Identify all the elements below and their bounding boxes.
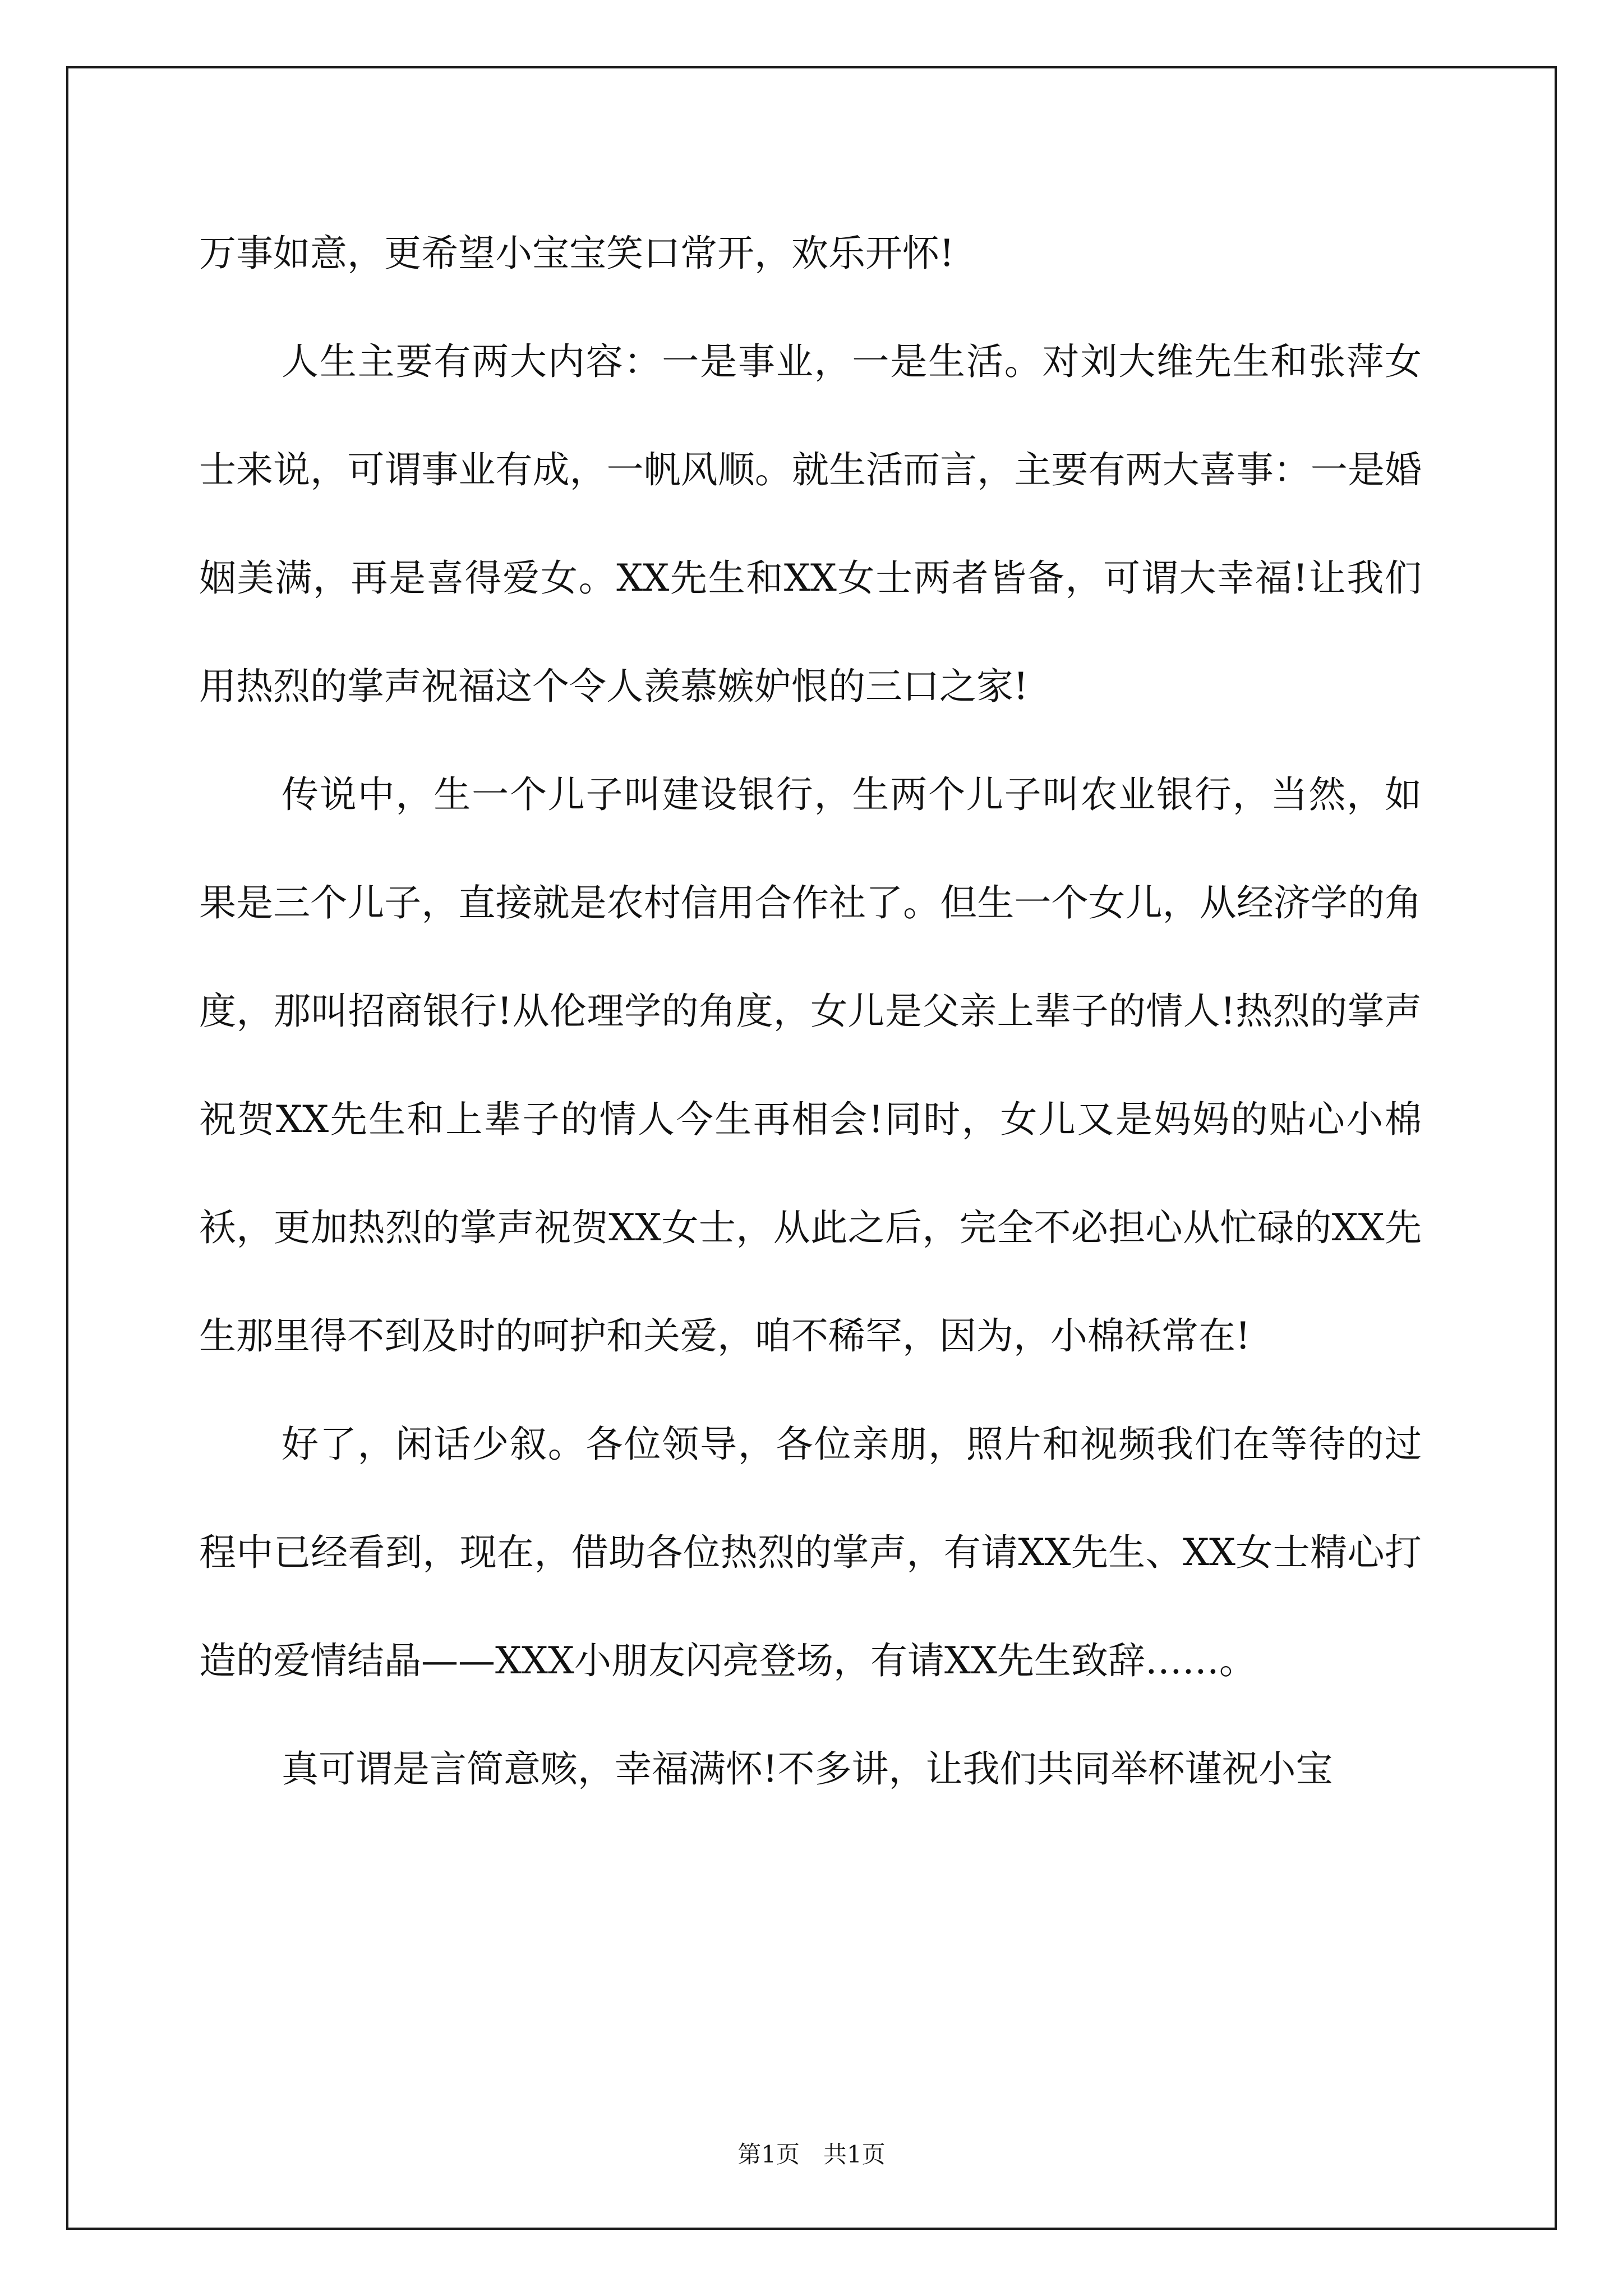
page-footer: 第1页 共1页 [737, 2141, 886, 2168]
paragraph-2: 人生主要有两大内容：一是事业，一是生活。对刘大维先生和张萍女士来说，可谓事业有成，一帆风顺。就生活而言，主要有两大喜事：一是婚姻美满，再是喜得爱女。XX先生和XX女士两者皆备，可谓大幸福!让我们用热烈的掌声祝福这个令人羡慕嫉妒恨的三口之家! [199, 340, 1422, 708]
paragraph-1: 万事如意，更希望小宝宝笑口常开，欢乐开怀! [199, 232, 955, 275]
paragraph-3: 传说中，生一个儿子叫建设银行，生两个儿子叫农业银行，当然，如果是三个儿子，直接就是农村信用合作社了。但生一个女儿，从经济学的角度，那叫招商银行!从伦理学的角度，女儿是父亲上辈子的情人!热烈的掌声祝贺XX先生和上辈子的情人今生再相会!同时，女儿又是妈妈的贴心小棉袄，更加热烈的掌声祝贺XX女士，从此之后，完全不必担心从忙碌的XX先生那里得不到及时的呵护和关爱，咱不稀罕，因为，小棉袄常在! [199, 773, 1422, 1358]
paragraph-4: 好了，闲话少叙。各位领导，各位亲朋，照片和视频我们在等待的过程中已经看到，现在，借助各位热烈的掌声，有请XX先生、XX女士精心打造的爱情结晶——XXX小朋友闪亮登场，有请XX先生致辞……。 [199, 1423, 1422, 1682]
paragraph-5: 真可谓是言简意赅，幸福满怀!不多讲，让我们共同举杯谨祝小宝 [282, 1747, 1333, 1791]
document-body [199, 199, 1422, 1823]
